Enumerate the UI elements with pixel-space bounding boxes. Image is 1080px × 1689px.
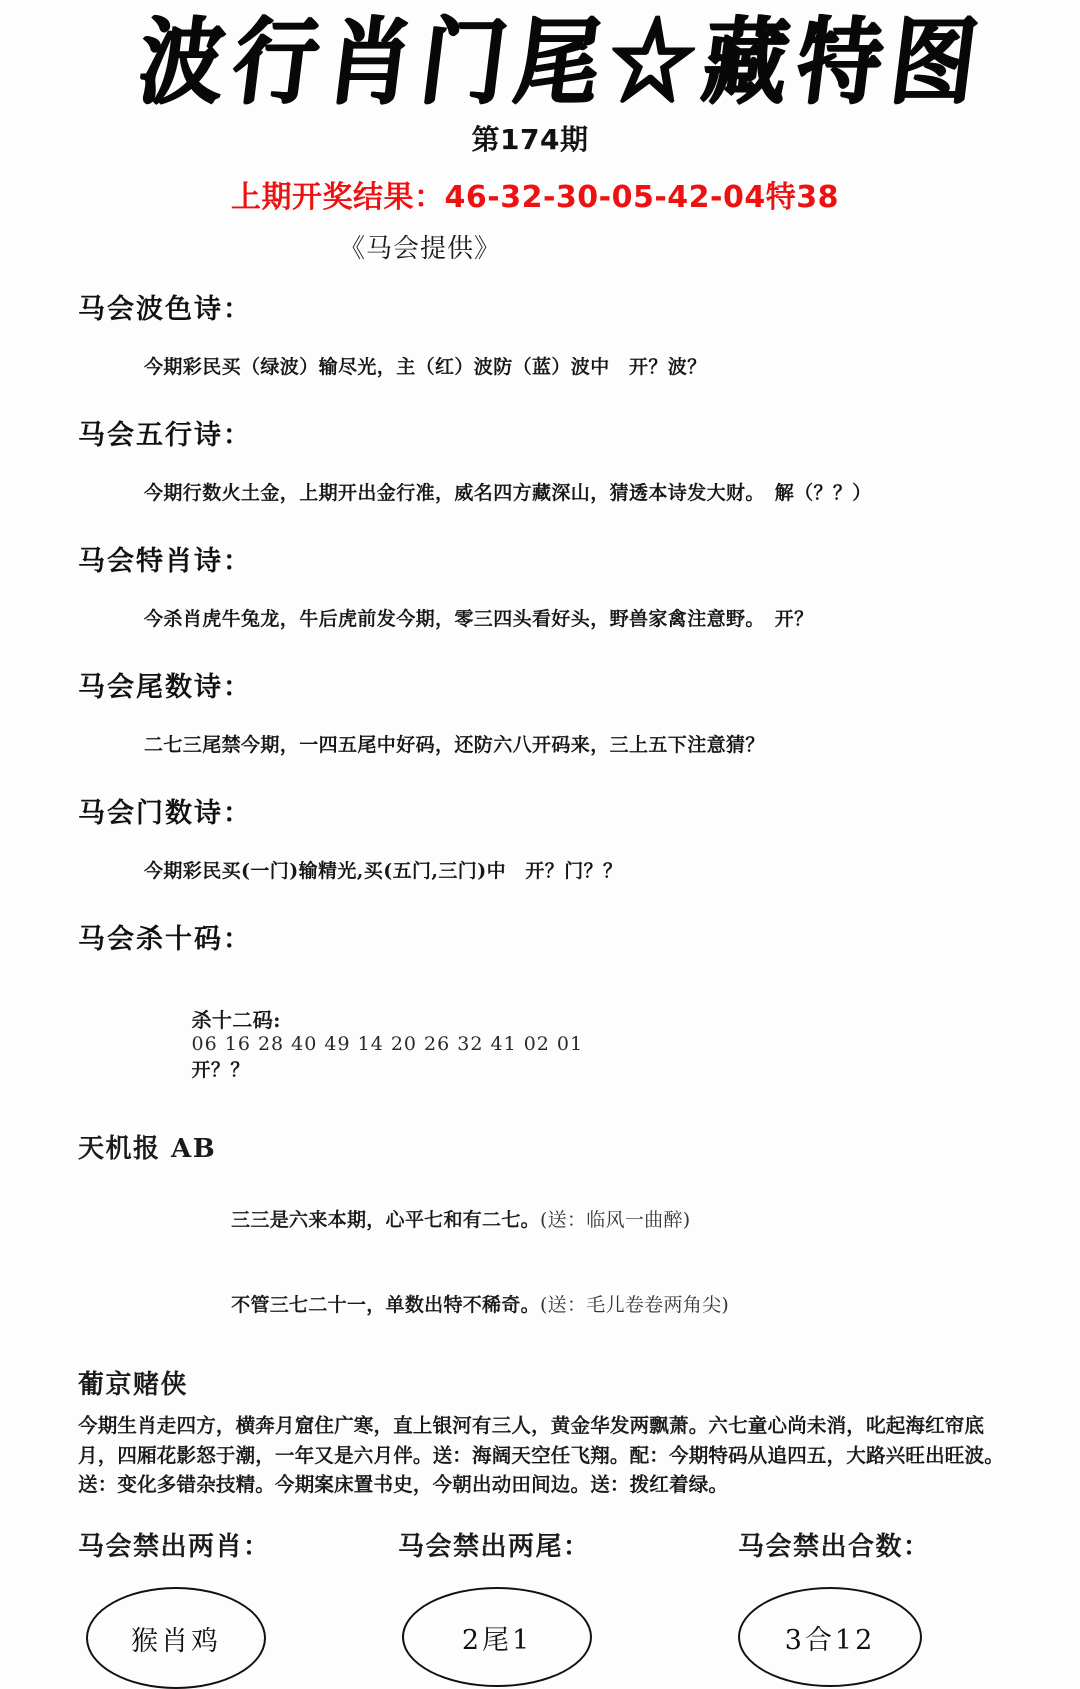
pujing-heading: 葡京赌侠 [78,1370,189,1401]
forbid-value-sums: 3合12 [738,1587,922,1687]
forbid-labels-row [78,1526,1040,1563]
section-text: 今期彩民买（绿波）输尽光，主（红）波防（蓝）波中 开？波？ [144,356,707,379]
tianji-line-gift: (送：临风一曲醉) [539,1208,691,1231]
tianji-line-main: 三三是六来本期，心平七和有二七。 [231,1208,540,1231]
section-tianji-ab [78,1128,1040,1348]
provider-credit: 《马会提供》 [338,234,501,265]
section-text: 二七三尾禁今期，一四五尾中好码，还防六八开码来，三上五下注意猜？ [144,734,765,757]
section-heading: 马会门数诗： [78,798,252,830]
kill-codes-line [78,982,1040,1104]
section-heading: 马会尾数诗： [78,672,252,704]
forbid-slot-sums [738,1587,1038,1689]
issue-number: 第174期 [471,123,589,157]
kill-codes-heading: 马会杀十码： [78,924,252,956]
section-heading: 马会特肖诗： [78,546,252,578]
tianji-line-main: 不管三七二十一，单数出特不稀奇。 [231,1294,540,1317]
forbid-label-zodiac: 马会禁出两肖： [78,1532,271,1563]
pujing-line: 今期生肖走四方，横奔月窟住广寒，直上银河有三人，黄金华发两飘萧。六七童心尚未消，叱起海红帘底 [78,1414,985,1438]
forbid-label-tails: 马会禁出两尾： [398,1532,591,1563]
section-heading: 马会五行诗： [78,420,252,452]
last-draw-result [0,172,1080,216]
section-texiao-poem [78,539,1040,659]
tianji-heading: 天机报 AB [78,1134,217,1165]
section-kill-codes [78,917,1040,1104]
document-body [0,265,1080,1689]
kill-codes-tail: 开？？ [191,1059,250,1082]
pujing-line: 月，四厢花影怒于潮，一年又是六月伴。送：海阔天空任飞翔。配：今期特码从追四五，大路兴旺出旺波。 [78,1443,1004,1467]
last-draw-numbers: 46-32-30-05-42-04特38 [444,180,839,216]
section-wuxing-poem [78,413,1040,533]
kill-codes-numbers: 06 16 28 40 49 14 20 26 32 41 02 01 [191,1033,584,1056]
section-weishu-poem [78,665,1040,785]
forbid-slot-zodiac [78,1587,398,1689]
section-pujing [78,1364,1040,1500]
masthead [0,0,1080,117]
section-heading: 马会波色诗： [78,294,252,326]
tianji-line [162,1177,1040,1263]
section-text: 今期彩民买(一门)输精光,买(五门,三门)中 开？门？？ [144,860,623,883]
section-text: 今杀肖虎牛兔龙，牛后虎前发今期，零三四头看好头，野兽家禽注意野。 开？ [144,608,814,631]
tianji-lines [78,1177,1040,1348]
tianji-line-gift: (送：毛儿卷卷两角尖) [539,1294,730,1317]
forbid-value-tails: 2尾1 [402,1587,592,1687]
section-bose-poem [78,287,1040,407]
last-draw-label: 上期开奖结果： [231,180,445,216]
kill-codes-label: 杀十二码: [191,1008,281,1033]
forbid-values-row [78,1587,1040,1689]
forbid-slot-tails [398,1587,738,1689]
forbid-label-sums: 马会禁出合数： [738,1532,931,1563]
pujing-line: 送：变化多错杂技精。今期案床置书史，今朝出动田间边。送：拨红着绿。 [78,1473,729,1497]
forbid-value-zodiac: 猴肖鸡 [86,1587,266,1689]
section-text: 今期行数火土金，上期开出金行准，威名四方藏深山，猜透本诗发大财。 解（？？） [144,482,872,505]
tianji-line [162,1263,1040,1349]
page-title: 波行肖门尾☆藏特图 [133,5,993,117]
pujing-paragraph [78,1411,1040,1500]
section-menshu-poem [78,791,1040,911]
